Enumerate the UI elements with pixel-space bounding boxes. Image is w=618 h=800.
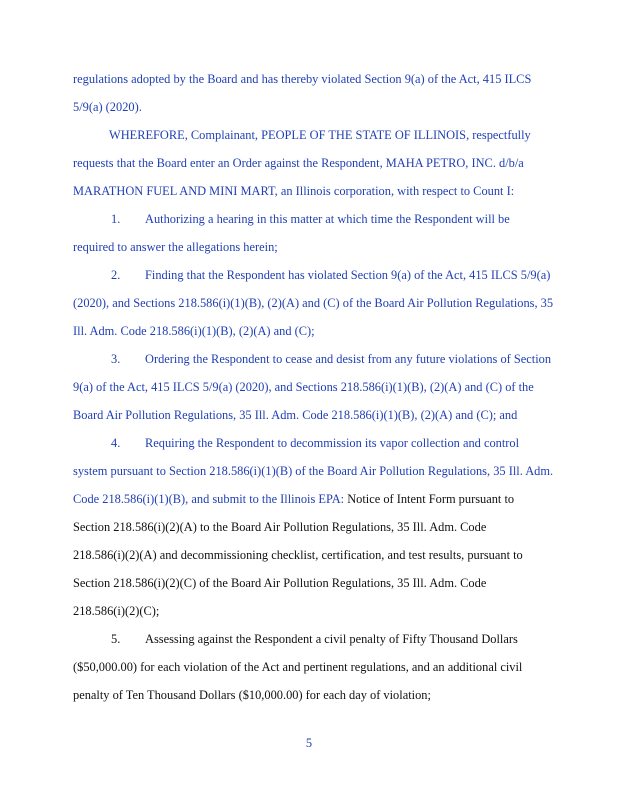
text-line: MARATHON FUEL AND MINI MART, an Illinois corporation, with respect to Count I: — [73, 184, 515, 198]
item-text: Finding that the Respondent has violated Section 9(a) of the Act, 415 ILCS 5/9(a) — [145, 268, 551, 282]
item-text: Ordering the Respondent to cease and desist from any future violations of Section — [145, 352, 552, 366]
item-number: 2. — [111, 268, 121, 282]
item-number: 5. — [111, 632, 121, 646]
text-segment-black: Notice of Intent Form pursuant to — [347, 492, 515, 506]
text-line: system pursuant to Section 218.586(i)(1)(B) of the Board Air Pollution Regulations, 35 Ill. Adm. — [73, 464, 554, 478]
text-line: (2020), and Sections 218.586(i)(1)(B), (2)(A) and (C) of the Board Air Pollution Regulations, 35 — [73, 296, 554, 310]
text-line: Section 218.586(i)(2)(A) to the Board Air Pollution Regulations, 35 Ill. Adm. Code — [73, 520, 487, 534]
text-line: penalty of Ten Thousand Dollars ($10,000.00) for each day of violation; — [73, 688, 431, 702]
text-line: Board Air Pollution Regulations, 35 Ill. Adm. Code 218.586(i)(1)(B), (2)(A) and (C); and — [73, 408, 518, 422]
item-text: Requiring the Respondent to decommission its vapor collection and control — [145, 436, 520, 450]
wherefore-line: WHEREFORE, Complainant, PEOPLE OF THE STATE OF ILLINOIS, respectfully — [109, 128, 531, 142]
text-line: 9(a) of the Act, 415 ILCS 5/9(a) (2020), and Sections 218.586(i)(1)(B), (2)(A) and (C) of the — [73, 380, 534, 394]
text-line: 218.586(i)(2)(A) and decommissioning checklist, certification, and test results, pursuant to — [73, 548, 523, 562]
item-number: 1. — [111, 212, 121, 226]
item-number: 4. — [111, 436, 121, 450]
text-line: 218.586(i)(2)(C); — [73, 604, 160, 618]
item-number: 3. — [111, 352, 121, 366]
text-line: ($50,000.00) for each violation of the Act and pertinent regulations, and an additional civil — [73, 660, 523, 674]
item-text: Authorizing a hearing in this matter at which time the Respondent will be — [145, 212, 510, 226]
page-number: 5 — [305, 736, 313, 750]
item-text: Assessing against the Respondent a civil penalty of Fifty Thousand Dollars — [145, 632, 518, 646]
text-line: requests that the Board enter an Order against the Respondent, MAHA PETRO, INC. d/b/a — [73, 156, 524, 170]
text-line: Ill. Adm. Code 218.586(i)(1)(B), (2)(A) and (C); — [73, 324, 315, 338]
text-line: Section 218.586(i)(2)(C) of the Board Air Pollution Regulations, 35 Ill. Adm. Code — [73, 576, 487, 590]
text-line — [73, 491, 514, 507]
text-line: regulations adopted by the Board and has thereby violated Section 9(a) of the Act, 415 ILCS — [73, 72, 532, 86]
text-line: 5/9(a) (2020). — [73, 100, 142, 114]
text-line: required to answer the allegations herein; — [73, 240, 278, 254]
text-segment: Code 218.586(i)(1)(B), and submit to the Illinois EPA: — [73, 492, 348, 506]
